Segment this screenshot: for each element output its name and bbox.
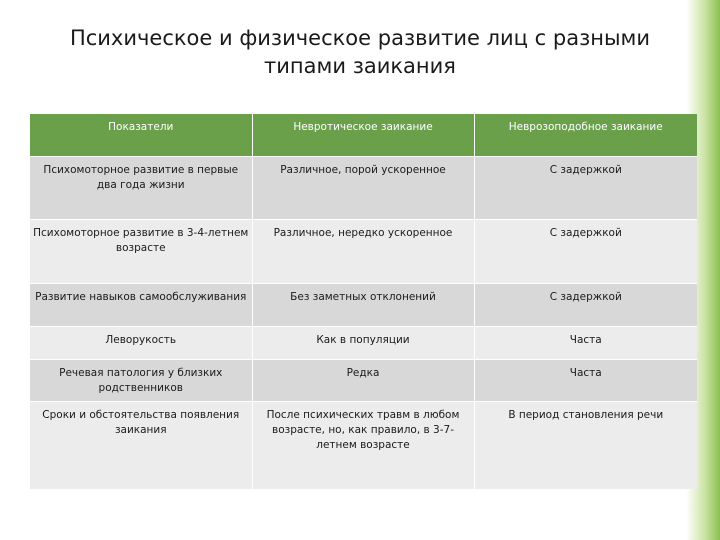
- row-neurosis-like-value: С задержкой: [474, 219, 697, 283]
- row-neurosis-like-value: С задержкой: [474, 283, 697, 326]
- row-neurosis-like-value: С задержкой: [474, 156, 697, 219]
- row-neurotic-value: Различное, порой ускоренное: [252, 156, 474, 219]
- table-row: [30, 219, 697, 283]
- row-indicator: Сроки и обстоятельства появления заикания: [30, 401, 252, 489]
- table-row: [30, 156, 697, 219]
- row-neurotic-value: Различное, нередко ускоренное: [252, 219, 474, 283]
- row-neurotic-value: Редка: [252, 359, 474, 401]
- table-row: [30, 401, 697, 489]
- table-row: [30, 359, 697, 401]
- table-row: [30, 283, 697, 326]
- row-neurosis-like-value: В период становления речи: [474, 401, 697, 489]
- row-neurosis-like-value: Часта: [474, 326, 697, 359]
- row-indicator: Психомоторное развитие в 3-4-летнем возрасте: [30, 219, 252, 283]
- table-header-row: [30, 114, 697, 156]
- header-indicators: Показатели: [30, 114, 252, 156]
- row-neurotic-value: Как в популяции: [252, 326, 474, 359]
- row-neurosis-like-value: Часта: [474, 359, 697, 401]
- header-neurotic: Невротическое заикание: [252, 114, 474, 156]
- header-neurosis-like: Неврозоподобное заикание: [474, 114, 697, 156]
- comparison-table: [30, 114, 697, 489]
- row-indicator: Речевая патология у близких родственников: [30, 359, 252, 401]
- row-neurotic-value: Без заметных отклонений: [252, 283, 474, 326]
- slide-title: Психическое и физическое развитие лиц с разными типами заикания: [69, 26, 651, 78]
- table-row: [30, 326, 697, 359]
- row-indicator: Психомоторное развитие в первые два года жизни: [30, 156, 252, 219]
- row-indicator: Развитие навыков самообслуживания: [30, 283, 252, 326]
- row-indicator: Леворукость: [30, 326, 252, 359]
- row-neurotic-value: После психических травм в любом возрасте, но, как правило, в 3-7-летнем возрасте: [252, 401, 474, 489]
